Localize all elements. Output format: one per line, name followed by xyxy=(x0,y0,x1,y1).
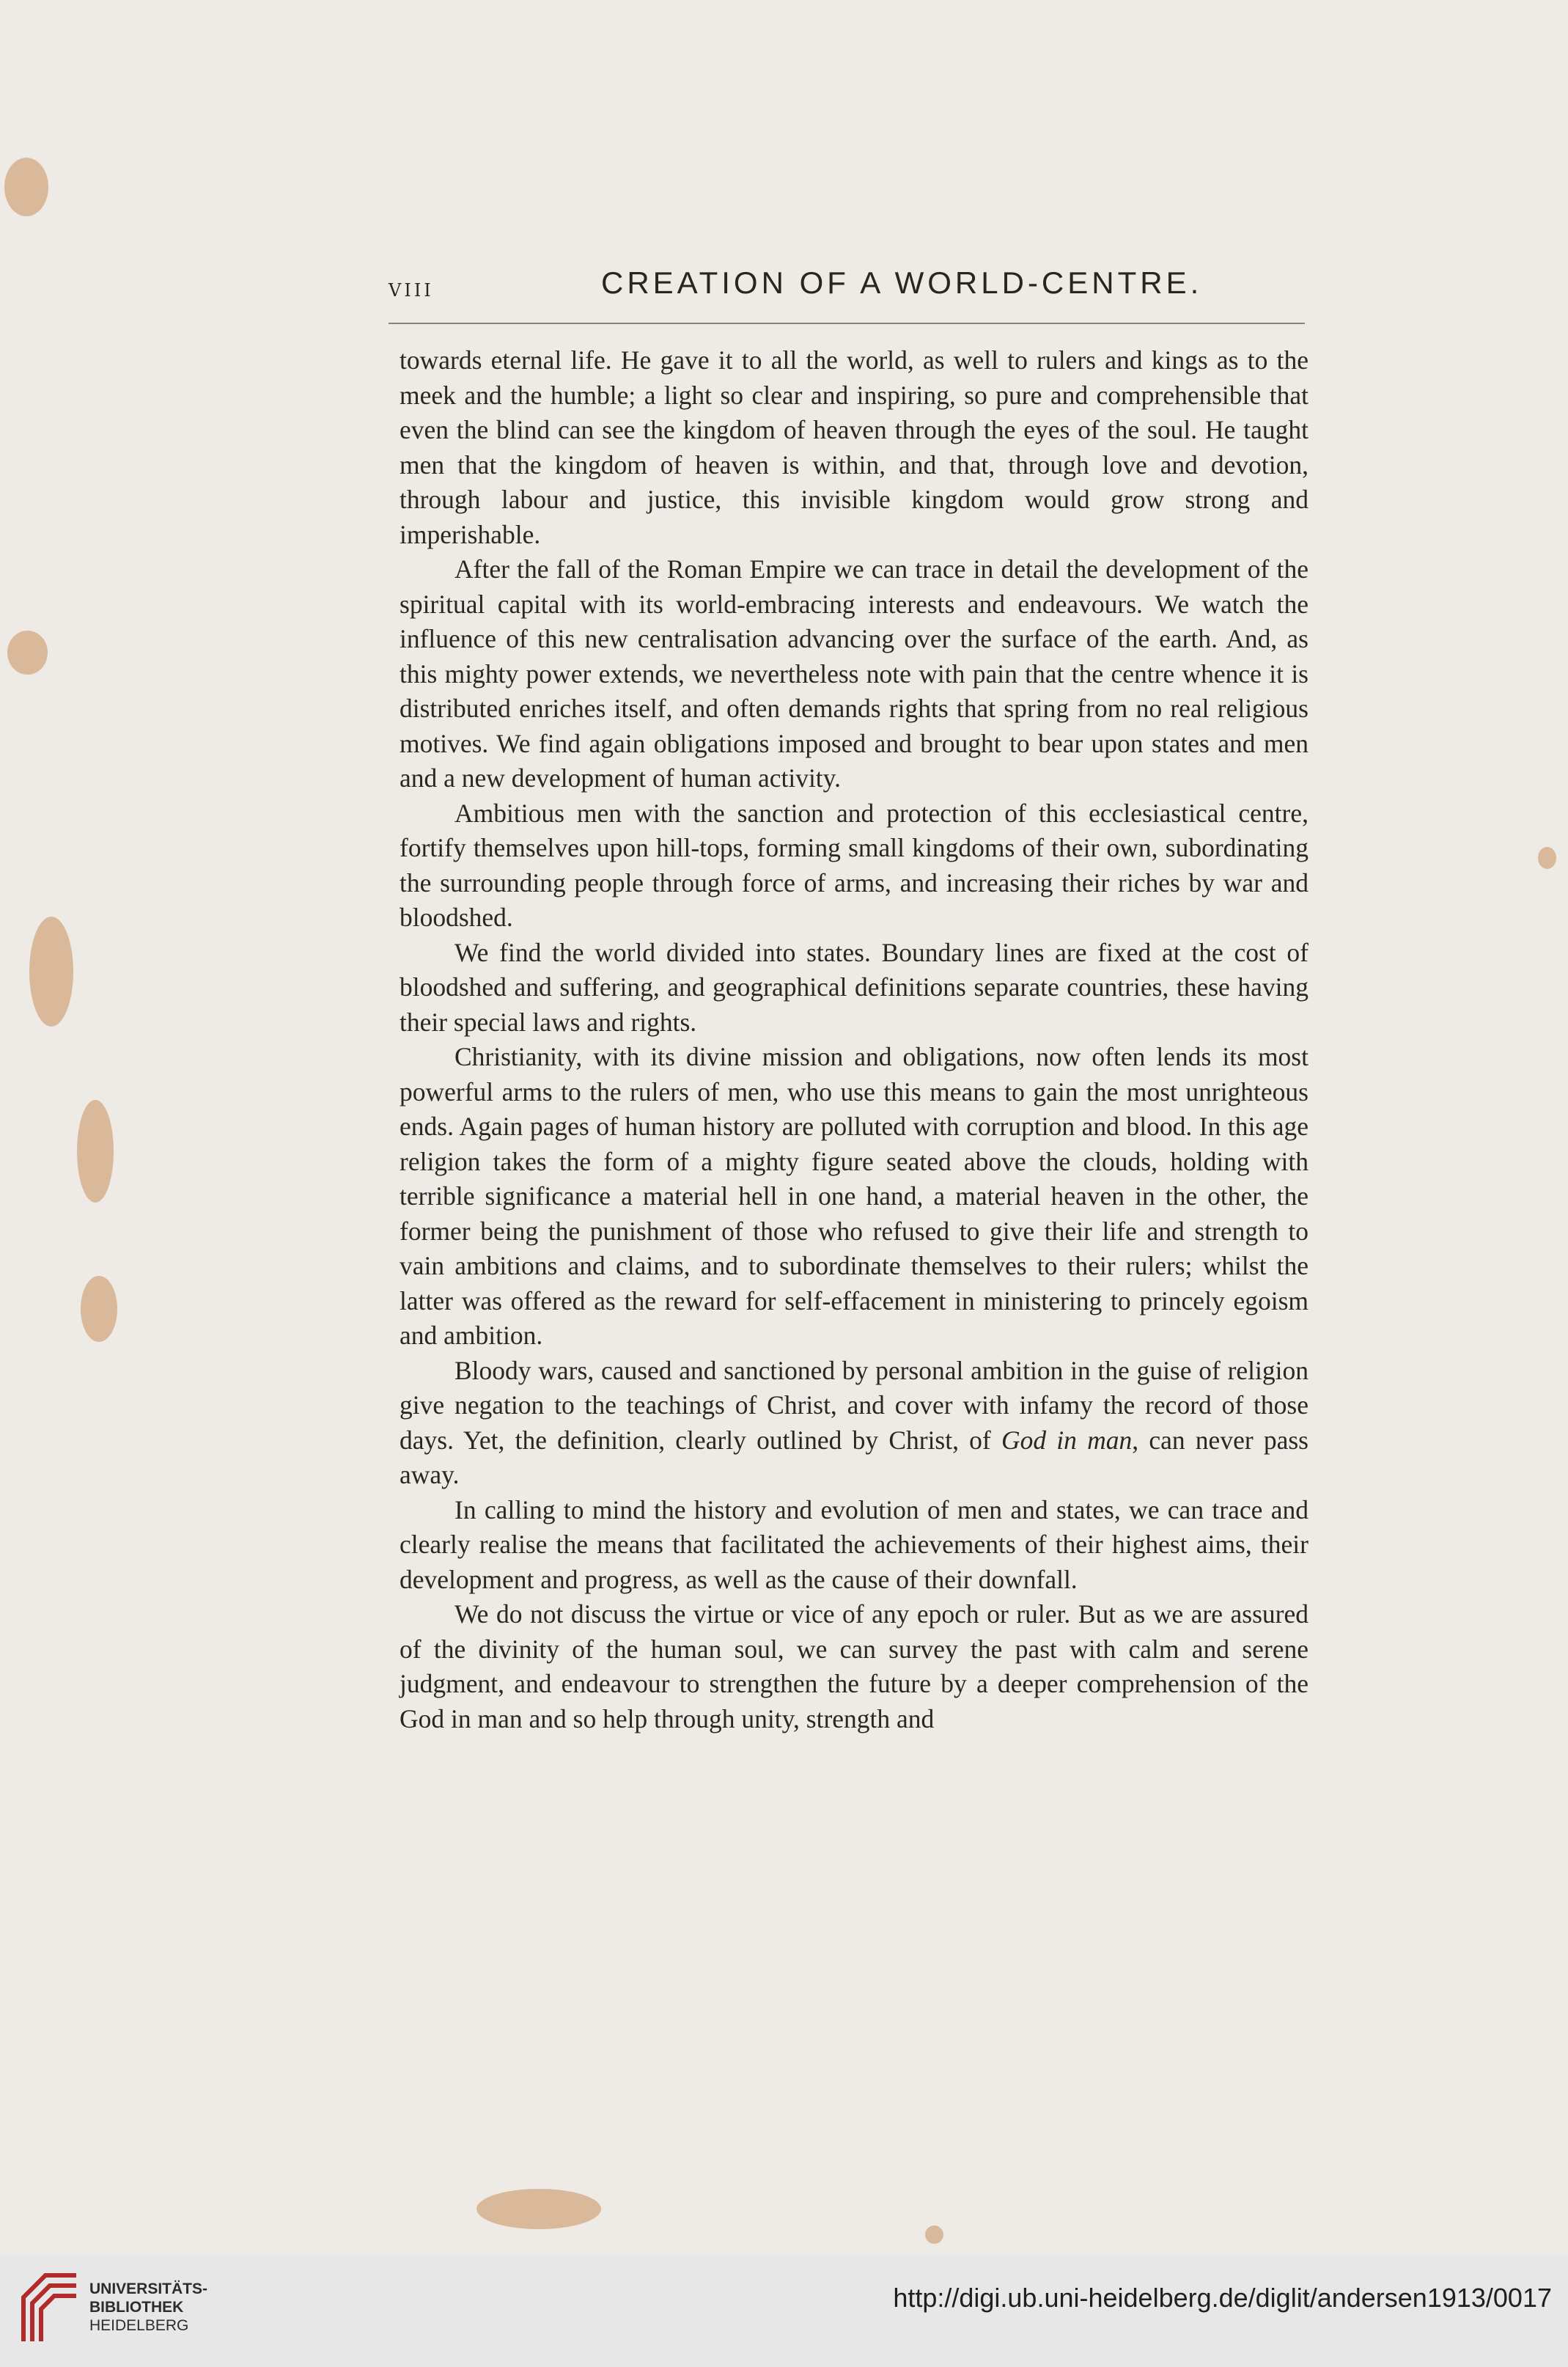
running-title: CREATION OF A WORLD-CENTRE. xyxy=(601,265,1203,300)
foxing-stain xyxy=(4,158,48,216)
paragraph-text: , can never pass away. xyxy=(400,1425,1308,1489)
foxing-stain xyxy=(77,1100,114,1203)
paragraph xyxy=(400,1354,1308,1493)
foxing-stain xyxy=(29,917,73,1027)
paragraph-text: Bloody wars, caused and sanctioned by personal ambition in the guise of religion give negation to the teachings of Christ, and cover with infamy the record of those days. Yet, the definition, clearly outlined by Christ, of xyxy=(400,1355,1308,1455)
header-rule xyxy=(389,323,1305,324)
foxing-stain xyxy=(81,1276,117,1342)
foxing-stain xyxy=(7,631,48,675)
paragraph: towards eternal life. He gave it to all the world, as well to rulers and kings as to the meek and the humble; a light so clear and inspiring, so pure and comprehensible that even the blind can see the kingdom of heaven through the eyes of the soul. He taught men that the kingdom of heaven is within, and that, through love and devotion, through labour and justice, this invisible kingdom would grow strong and imperishable. xyxy=(400,345,1308,549)
source-url-link[interactable]: http://digi.ub.uni-heidelberg.de/diglit/andersen1913/0017 xyxy=(893,2283,1552,2313)
paragraph: Christianity, with its divine mission and obligations, now often lends its most powerful arms to the rulers of men, who use this means to gain the most unrighteous ends. Again pages of human history are polluted with corruption and blood. In this age religion takes the form of a mighty figure seated above the clouds, holding with terrible significance a material hell in one hand, a material heaven in the other, the former being the punishment of those who refused to give their life and strength to vain ambitions and claims, and to subordinate themselves to their rulers; whilst the latter was offered as the reward for self-effacement in ministering to princely egoism and ambition. xyxy=(400,1042,1308,1350)
page-number: VIII xyxy=(389,280,434,301)
paragraph: After the fall of the Roman Empire we can trace in detail the development of the spiritual capital with its world-embracing interests and endeavours. We watch the influence of this new centralisation advancing over the surface of the earth. And, as this mighty power extends, we nevertheless note with pain that the centre whence it is distributed enriches itself, and often demands rights that spring from no real religious motives. We find again obligations imposed and brought to bear upon states and men and a new development of human activity. xyxy=(400,554,1308,793)
page-header xyxy=(389,265,1305,309)
italic-phrase: God in man xyxy=(1001,1425,1133,1455)
library-name xyxy=(89,2280,207,2335)
foxing-stain xyxy=(925,2225,943,2244)
library-name-line: HEIDELBERG xyxy=(89,2317,189,2334)
paragraph: We do not discuss the virtue or vice of any epoch or ruler. But as we are assured of the divinity of the human soul, we can survey the past with calm and serene judgment, and endeavour to strengthen the future by a deeper comprehension of the God in man and so help through unity, strength and xyxy=(400,1599,1308,1733)
foxing-stain xyxy=(476,2189,601,2229)
footer-bar xyxy=(0,2255,1568,2367)
paragraph: Ambitious men with the sanction and protection of this ecclesiastical centre, fortify themselves upon hill-tops, forming small kingdoms of their own, subordinating the surrounding people through force of arms, and increasing their riches by war and bloodshed. xyxy=(400,798,1308,932)
library-logo-icon xyxy=(16,2268,84,2349)
paragraph: We find the world divided into states. Boundary lines are fixed at the cost of bloodshed and suffering, and geographical definitions separate countries, these having their special laws and rights. xyxy=(400,937,1308,1037)
library-name-line: UNIVERSITÄTS- xyxy=(89,2280,208,2297)
foxing-stain xyxy=(1538,847,1556,869)
body-text xyxy=(400,343,1308,1736)
paragraph: In calling to mind the history and evolution of men and states, we can trace and clearly realise the means that facilitated the achievements of their highest aims, their development and progress, as well as the cause of their downfall. xyxy=(400,1494,1308,1594)
library-name-line: BIBLIOTHEK xyxy=(89,2299,184,2316)
